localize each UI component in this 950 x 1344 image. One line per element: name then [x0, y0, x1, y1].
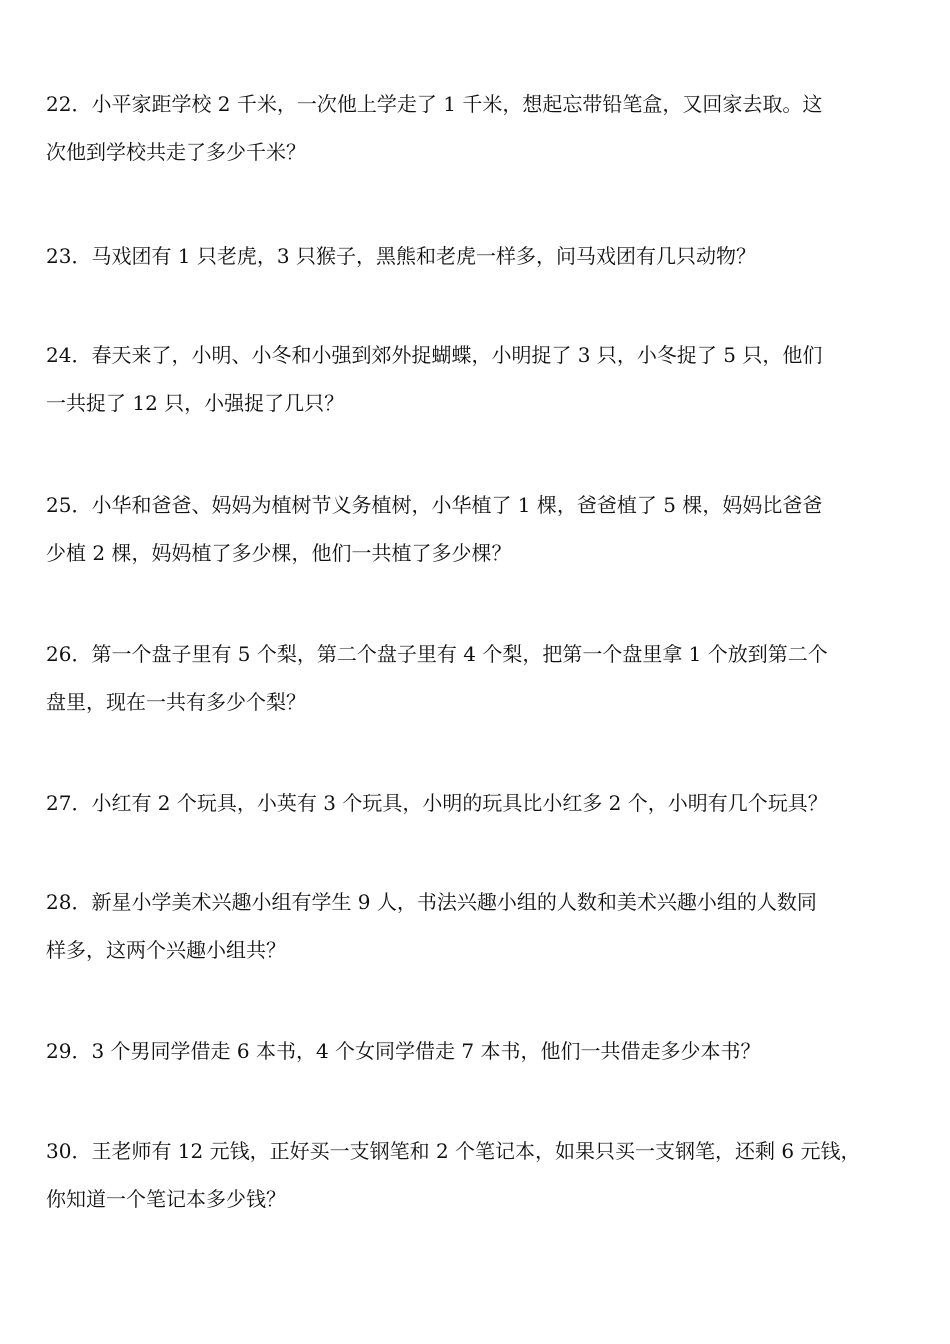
question-27 — [46, 779, 906, 827]
question-25 — [46, 481, 906, 577]
question-30 — [46, 1127, 906, 1223]
question-text-line: 26．第一个盘子里有 5 个梨，第二个盘子里有 4 个梨，把第一个盘里拿 1 个放到第二个 — [46, 642, 828, 666]
question-26 — [46, 630, 906, 726]
question-text-line: 27．小红有 2 个玩具，小英有 3 个玩具，小明的玩具比小红多 2 个，小明有几个玩具？ — [46, 791, 828, 815]
question-24 — [46, 331, 906, 427]
question-text-line: 样多，这两个兴趣小组共？ — [46, 938, 286, 962]
question-29 — [46, 1027, 906, 1075]
question-text-line: 29．3 个男同学借走 6 本书，4 个女同学借走 7 本书，他们一共借走多少本书？ — [46, 1039, 761, 1063]
question-text-line: 28．新星小学美术兴趣小组有学生 9 人，书法兴趣小组的人数和美术兴趣小组的人数同 — [46, 890, 817, 914]
question-22 — [46, 80, 906, 176]
question-text-line: 盘里，现在一共有多少个梨？ — [46, 690, 306, 714]
question-text-line: 24．春天来了，小明、小冬和小强到郊外捉蝴蝶，小明捉了 3 只，小冬捉了 5 只，他们 — [46, 343, 823, 367]
question-text-line: 次他到学校共走了多少千米？ — [46, 140, 306, 164]
question-28 — [46, 878, 906, 974]
question-text-line: 25．小华和爸爸、妈妈为植树节义务植树，小华植了 1 棵，爸爸植了 5 棵，妈妈比爸爸 — [46, 493, 823, 517]
question-text-line: 一共捉了 12 只，小强捉了几只？ — [46, 391, 345, 415]
question-text-line: 22．小平家距学校 2 千米，一次他上学走了 1 千米，想起忘带铅笔盒，又回家去取。这 — [46, 92, 823, 116]
question-text-line: 你知道一个笔记本多少钱？ — [46, 1187, 286, 1211]
question-text-line: 30．王老师有 12 元钱，正好买一支钢笔和 2 个笔记本，如果只买一支钢笔，还剩 6 元钱， — [46, 1139, 861, 1163]
question-text-line: 23．马戏团有 1 只老虎，3 只猴子，黑熊和老虎一样多，问马戏团有几只动物？ — [46, 244, 756, 268]
question-text-line: 少植 2 棵，妈妈植了多少棵，他们一共植了多少棵？ — [46, 541, 512, 565]
question-23 — [46, 232, 906, 280]
